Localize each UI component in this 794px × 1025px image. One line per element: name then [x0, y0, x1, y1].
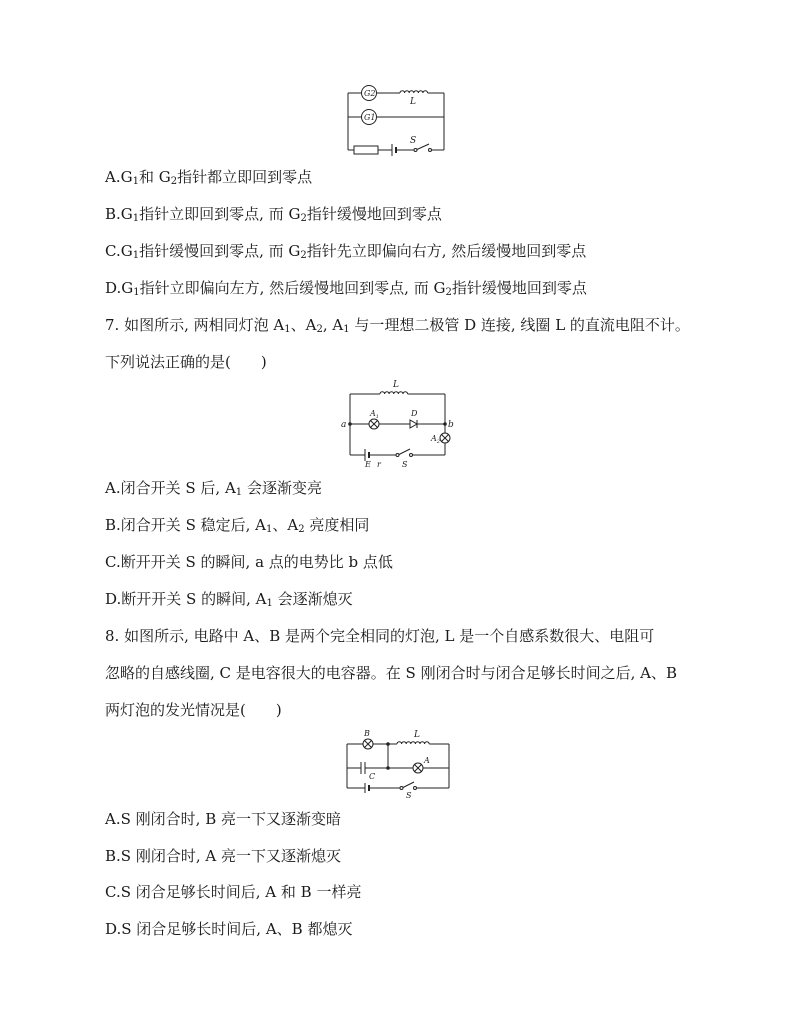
q6-option-d[interactable]: $D.G_1$指针立即偏向左方, 然后缓慢地回到零点, 而 $G_2$指针缓慢地回到零点 [105, 279, 587, 298]
q8-switch-label: S [406, 791, 412, 800]
q8-option-b[interactable]: B.S 刚闭合时, A 亮一下又逐渐熄灭 [105, 847, 341, 865]
q6-option-a[interactable]: $A.G_1$和 $G_2$指针都立即回到零点 [105, 168, 313, 187]
q6-option-c[interactable]: $C.G_1$指针缓慢回到零点, 而 $G_2$指针先立即偏向右方, 然后缓慢地回到零点 [105, 242, 587, 261]
lamp-b-label: B [364, 729, 370, 738]
capacitor-label: C [369, 772, 376, 781]
q8-stem-line-2: 忽略的自感线圈, C 是电容很大的电容器。在 S 刚闭合时与闭合足够长时间之后, A、B [105, 664, 677, 682]
q8-stem-line-3: 两灯泡的发光情况是( ) [105, 701, 282, 719]
q7-stem-line-1: 7. 如图所示, 两相同灯泡 $A_1$、$A_2$, $A_1$ 与一理想二极管 D 连接, 线圈 L 的直流电阻不计。 [105, 316, 690, 335]
q7-option-c[interactable]: C.断开开关 S 的瞬间, a 点的电势比 b 点低 [105, 553, 393, 571]
g2-label: G2 [364, 89, 376, 98]
circuit-figure-3 [338, 726, 462, 802]
q7-inductor-label: L [393, 380, 399, 390]
q6-option-b[interactable]: $B.G_1$指针立即回到零点, 而 $G_2$指针缓慢地回到零点 [105, 205, 442, 224]
diode-label: D [411, 409, 418, 418]
switch-label: S [410, 136, 417, 146]
q7-option-a[interactable]: A.闭合开关 S 后, $A_1$ 会逐渐变亮 [105, 479, 322, 498]
lamp-a2-label: $A_2$ [431, 434, 440, 445]
q7-stem-line-2: 下列说法正确的是( ) [105, 353, 267, 371]
q8-stem-line-1: 8. 如图所示, 电路中 A、B 是两个完全相同的灯泡, L 是一个自感系数很大、电阻可 [105, 627, 655, 645]
circuit-figure-2 [338, 376, 462, 468]
q8-option-c[interactable]: C.S 闭合足够长时间后, A 和 B 一样亮 [105, 883, 362, 901]
inductor-label: L [410, 97, 416, 107]
q7-option-d[interactable]: D.断开开关 S 的瞬间, $A_1$ 会逐渐熄灭 [105, 590, 353, 609]
lamp-a1-label: $A_1$ [370, 409, 379, 420]
q7-option-b[interactable]: B.闭合开关 S 稳定后, $A_1$、$A_2$ 亮度相同 [105, 516, 370, 535]
internal-resistance-label: r [377, 460, 381, 468]
g1-label: G1 [364, 113, 376, 122]
emf-label: E [365, 460, 371, 468]
point-a-label: a [341, 420, 347, 430]
q8-option-a[interactable]: A.S 刚闭合时, B 亮一下又逐渐变暗 [105, 810, 341, 828]
lamp-a-label: A [424, 756, 430, 765]
circuit-figure-1 [340, 82, 450, 158]
q7-switch-label: S [402, 460, 408, 468]
q8-option-d[interactable]: D.S 闭合足够长时间后, A、B 都熄灭 [105, 920, 353, 938]
point-b-label: b [448, 420, 454, 430]
q8-inductor-label: L [414, 730, 420, 740]
